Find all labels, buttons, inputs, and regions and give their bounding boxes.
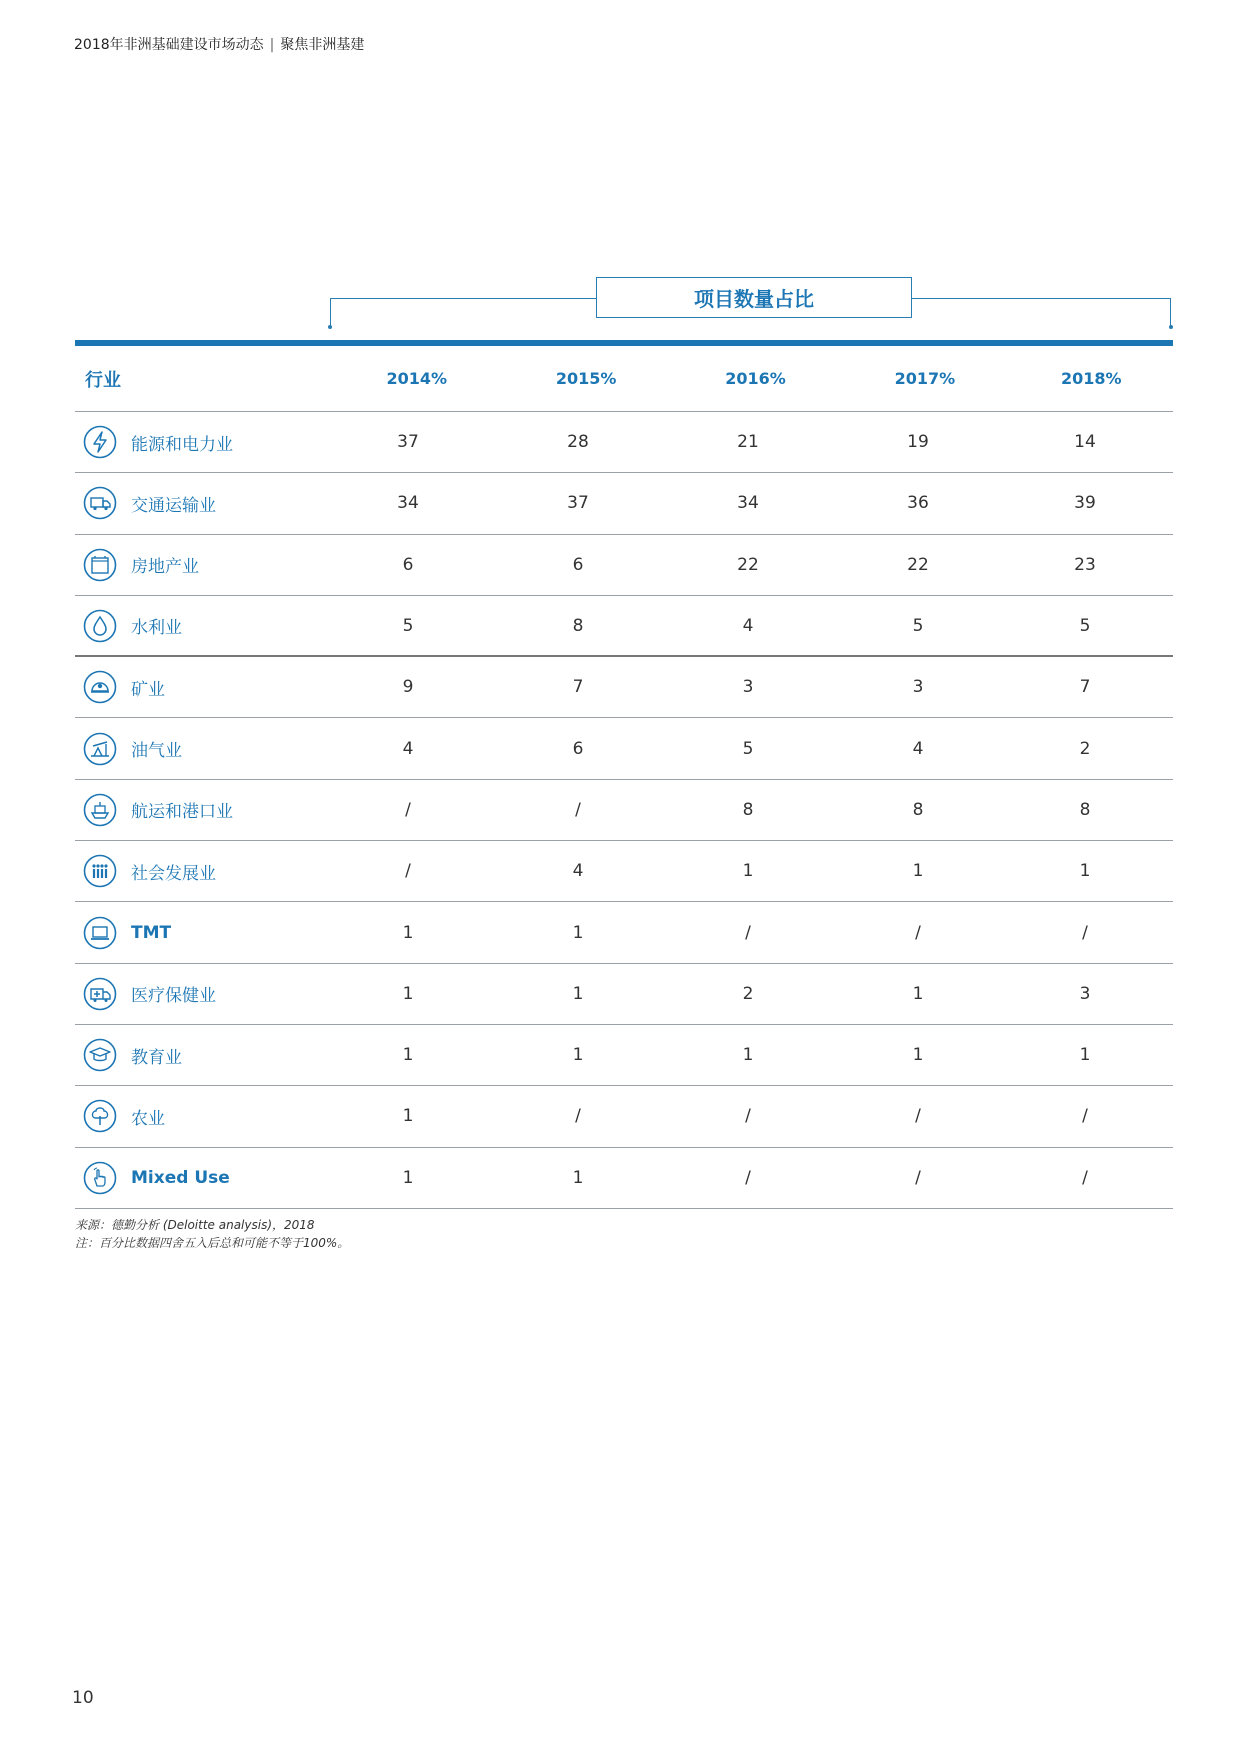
industry-label: 医疗保健业 <box>131 986 216 1007</box>
year-header-2017: 2017% <box>894 369 956 388</box>
ship-icon <box>83 793 117 827</box>
year-header-2018: 2018% <box>1061 369 1122 388</box>
value-cell: 6 <box>572 738 584 759</box>
table-row <box>75 902 1173 963</box>
value-cell: 3 <box>742 677 754 698</box>
truck-icon <box>83 486 117 520</box>
industry-label: 油气业 <box>131 741 182 762</box>
tree-icon <box>83 1099 117 1133</box>
industry-cell <box>75 977 323 1011</box>
value-cell: / <box>405 861 411 882</box>
value-cell: 8 <box>912 799 924 820</box>
table-notes <box>75 1216 349 1252</box>
value-cell: 9 <box>402 677 414 698</box>
oil-pump-icon <box>83 732 117 766</box>
value-cell: 8 <box>742 799 754 820</box>
value-cell: 8 <box>572 615 584 636</box>
year-header-2016: 2016% <box>725 369 786 388</box>
rounding-note: 注：百分比数据四舍五入后总和可能不等于100%。 <box>75 1236 350 1250</box>
graduation-cap-icon <box>83 1038 117 1072</box>
value-cell: 4 <box>912 738 924 759</box>
value-cell: 1 <box>402 922 414 943</box>
table-row <box>75 535 1173 596</box>
ambulance-icon <box>83 977 117 1011</box>
table-row <box>75 596 1173 657</box>
table-row <box>75 473 1173 534</box>
value-cell: 22 <box>907 554 929 575</box>
report-title: 2018年非洲基础建设市场动态 <box>74 37 264 53</box>
table-header-row <box>75 346 1173 412</box>
value-cell: / <box>1082 1167 1088 1188</box>
value-cell: 1 <box>572 1167 584 1188</box>
industry-label: 房地产业 <box>131 557 199 578</box>
industry-cell <box>75 670 323 704</box>
industry-cell <box>75 486 323 520</box>
industry-cell <box>75 609 323 643</box>
value-cell: / <box>745 1106 751 1127</box>
value-cell: 1 <box>402 1106 414 1127</box>
value-cell: 5 <box>912 615 924 636</box>
value-cell: / <box>745 1167 751 1188</box>
source-note: 来源：德勤分析 (Deloitte analysis)，2018 <box>75 1218 315 1232</box>
industry-cell <box>75 916 323 950</box>
industry-label: 水利业 <box>131 618 182 639</box>
value-cell: 1 <box>1079 1045 1091 1066</box>
value-cell: 5 <box>1079 615 1091 636</box>
industry-cell <box>75 1099 323 1133</box>
industry-label: Mixed Use <box>131 1167 230 1188</box>
value-cell: 1 <box>402 1045 414 1066</box>
section-title: 聚焦非洲基建 <box>280 37 365 53</box>
table-row <box>75 412 1173 473</box>
value-cell: 1 <box>572 1045 584 1066</box>
value-cell: 37 <box>567 493 589 514</box>
table-row <box>75 1086 1173 1147</box>
value-cell: 1 <box>1079 861 1091 882</box>
value-cell: / <box>575 799 581 820</box>
people-icon <box>83 854 117 888</box>
industry-label: 社会发展业 <box>131 863 216 884</box>
value-cell: 1 <box>402 983 414 1004</box>
value-cell: 1 <box>572 983 584 1004</box>
table-title: 项目数量占比 <box>596 277 912 318</box>
value-cell: 1 <box>742 861 754 882</box>
value-cell: / <box>1082 922 1088 943</box>
building-icon <box>83 548 117 582</box>
industry-cell <box>75 1038 323 1072</box>
table-row <box>75 841 1173 902</box>
industry-label: 航运和港口业 <box>131 802 233 823</box>
value-cell: 3 <box>912 677 924 698</box>
value-cell: 3 <box>1079 983 1091 1004</box>
table-row <box>75 657 1173 718</box>
industry-label: 交通运输业 <box>131 495 216 516</box>
hand-pointer-icon <box>83 1161 117 1195</box>
industry-project-table <box>75 340 1173 1209</box>
value-cell: 7 <box>1079 677 1091 698</box>
industry-cell <box>75 425 323 459</box>
value-cell: 2 <box>742 983 754 1004</box>
industry-cell <box>75 732 323 766</box>
value-cell: / <box>405 799 411 820</box>
value-cell: / <box>915 922 921 943</box>
value-cell: 1 <box>742 1045 754 1066</box>
value-cell: 36 <box>907 493 929 514</box>
industry-cell <box>75 1161 323 1195</box>
value-cell: 1 <box>402 1167 414 1188</box>
value-cell: 4 <box>402 738 414 759</box>
value-cell: 1 <box>912 983 924 1004</box>
value-cell: 1 <box>912 861 924 882</box>
value-cell: 34 <box>397 493 419 514</box>
value-cell: 5 <box>402 615 414 636</box>
industry-cell <box>75 548 323 582</box>
page-number: 10 <box>72 1688 94 1708</box>
table-row <box>75 780 1173 841</box>
running-header <box>74 34 364 54</box>
value-cell: 34 <box>737 493 759 514</box>
value-cell: 37 <box>397 432 419 453</box>
industry-label: 农业 <box>131 1108 165 1129</box>
value-cell: 8 <box>1079 799 1091 820</box>
laptop-icon <box>83 916 117 950</box>
value-cell: / <box>745 922 751 943</box>
industry-label: TMT <box>131 922 172 943</box>
value-cell: 6 <box>402 554 414 575</box>
industry-cell <box>75 793 323 827</box>
value-cell: / <box>1082 1106 1088 1127</box>
header-separator: | <box>269 37 275 53</box>
industry-cell <box>75 854 323 888</box>
lightning-icon <box>83 425 117 459</box>
year-header-2014: 2014% <box>386 369 448 388</box>
water-drop-icon <box>83 609 117 643</box>
year-header-2015: 2015% <box>555 369 617 388</box>
value-cell: 23 <box>1074 554 1096 575</box>
industry-column-header: 行业 <box>85 369 121 391</box>
value-cell: 4 <box>572 861 584 882</box>
mining-helmet-icon <box>83 670 117 704</box>
value-cell: / <box>915 1167 921 1188</box>
table-row <box>75 964 1173 1025</box>
table-row <box>75 1025 1173 1086</box>
value-cell: 21 <box>737 432 759 453</box>
value-cell: 1 <box>572 922 584 943</box>
table-row <box>75 718 1173 779</box>
table-row <box>75 1148 1173 1209</box>
value-cell: 4 <box>742 615 754 636</box>
industry-label: 教育业 <box>131 1047 182 1068</box>
value-cell: 22 <box>737 554 759 575</box>
value-cell: 2 <box>1079 738 1091 759</box>
industry-label: 能源和电力业 <box>131 434 233 455</box>
industry-label: 矿业 <box>131 679 165 700</box>
value-cell: 6 <box>572 554 584 575</box>
value-cell: 1 <box>912 1045 924 1066</box>
value-cell: / <box>915 1106 921 1127</box>
value-cell: 7 <box>572 677 584 698</box>
value-cell: 14 <box>1074 432 1096 453</box>
value-cell: / <box>575 1106 581 1127</box>
value-cell: 19 <box>907 432 929 453</box>
value-cell: 5 <box>742 738 754 759</box>
value-cell: 28 <box>567 432 589 453</box>
value-cell: 39 <box>1074 493 1096 514</box>
